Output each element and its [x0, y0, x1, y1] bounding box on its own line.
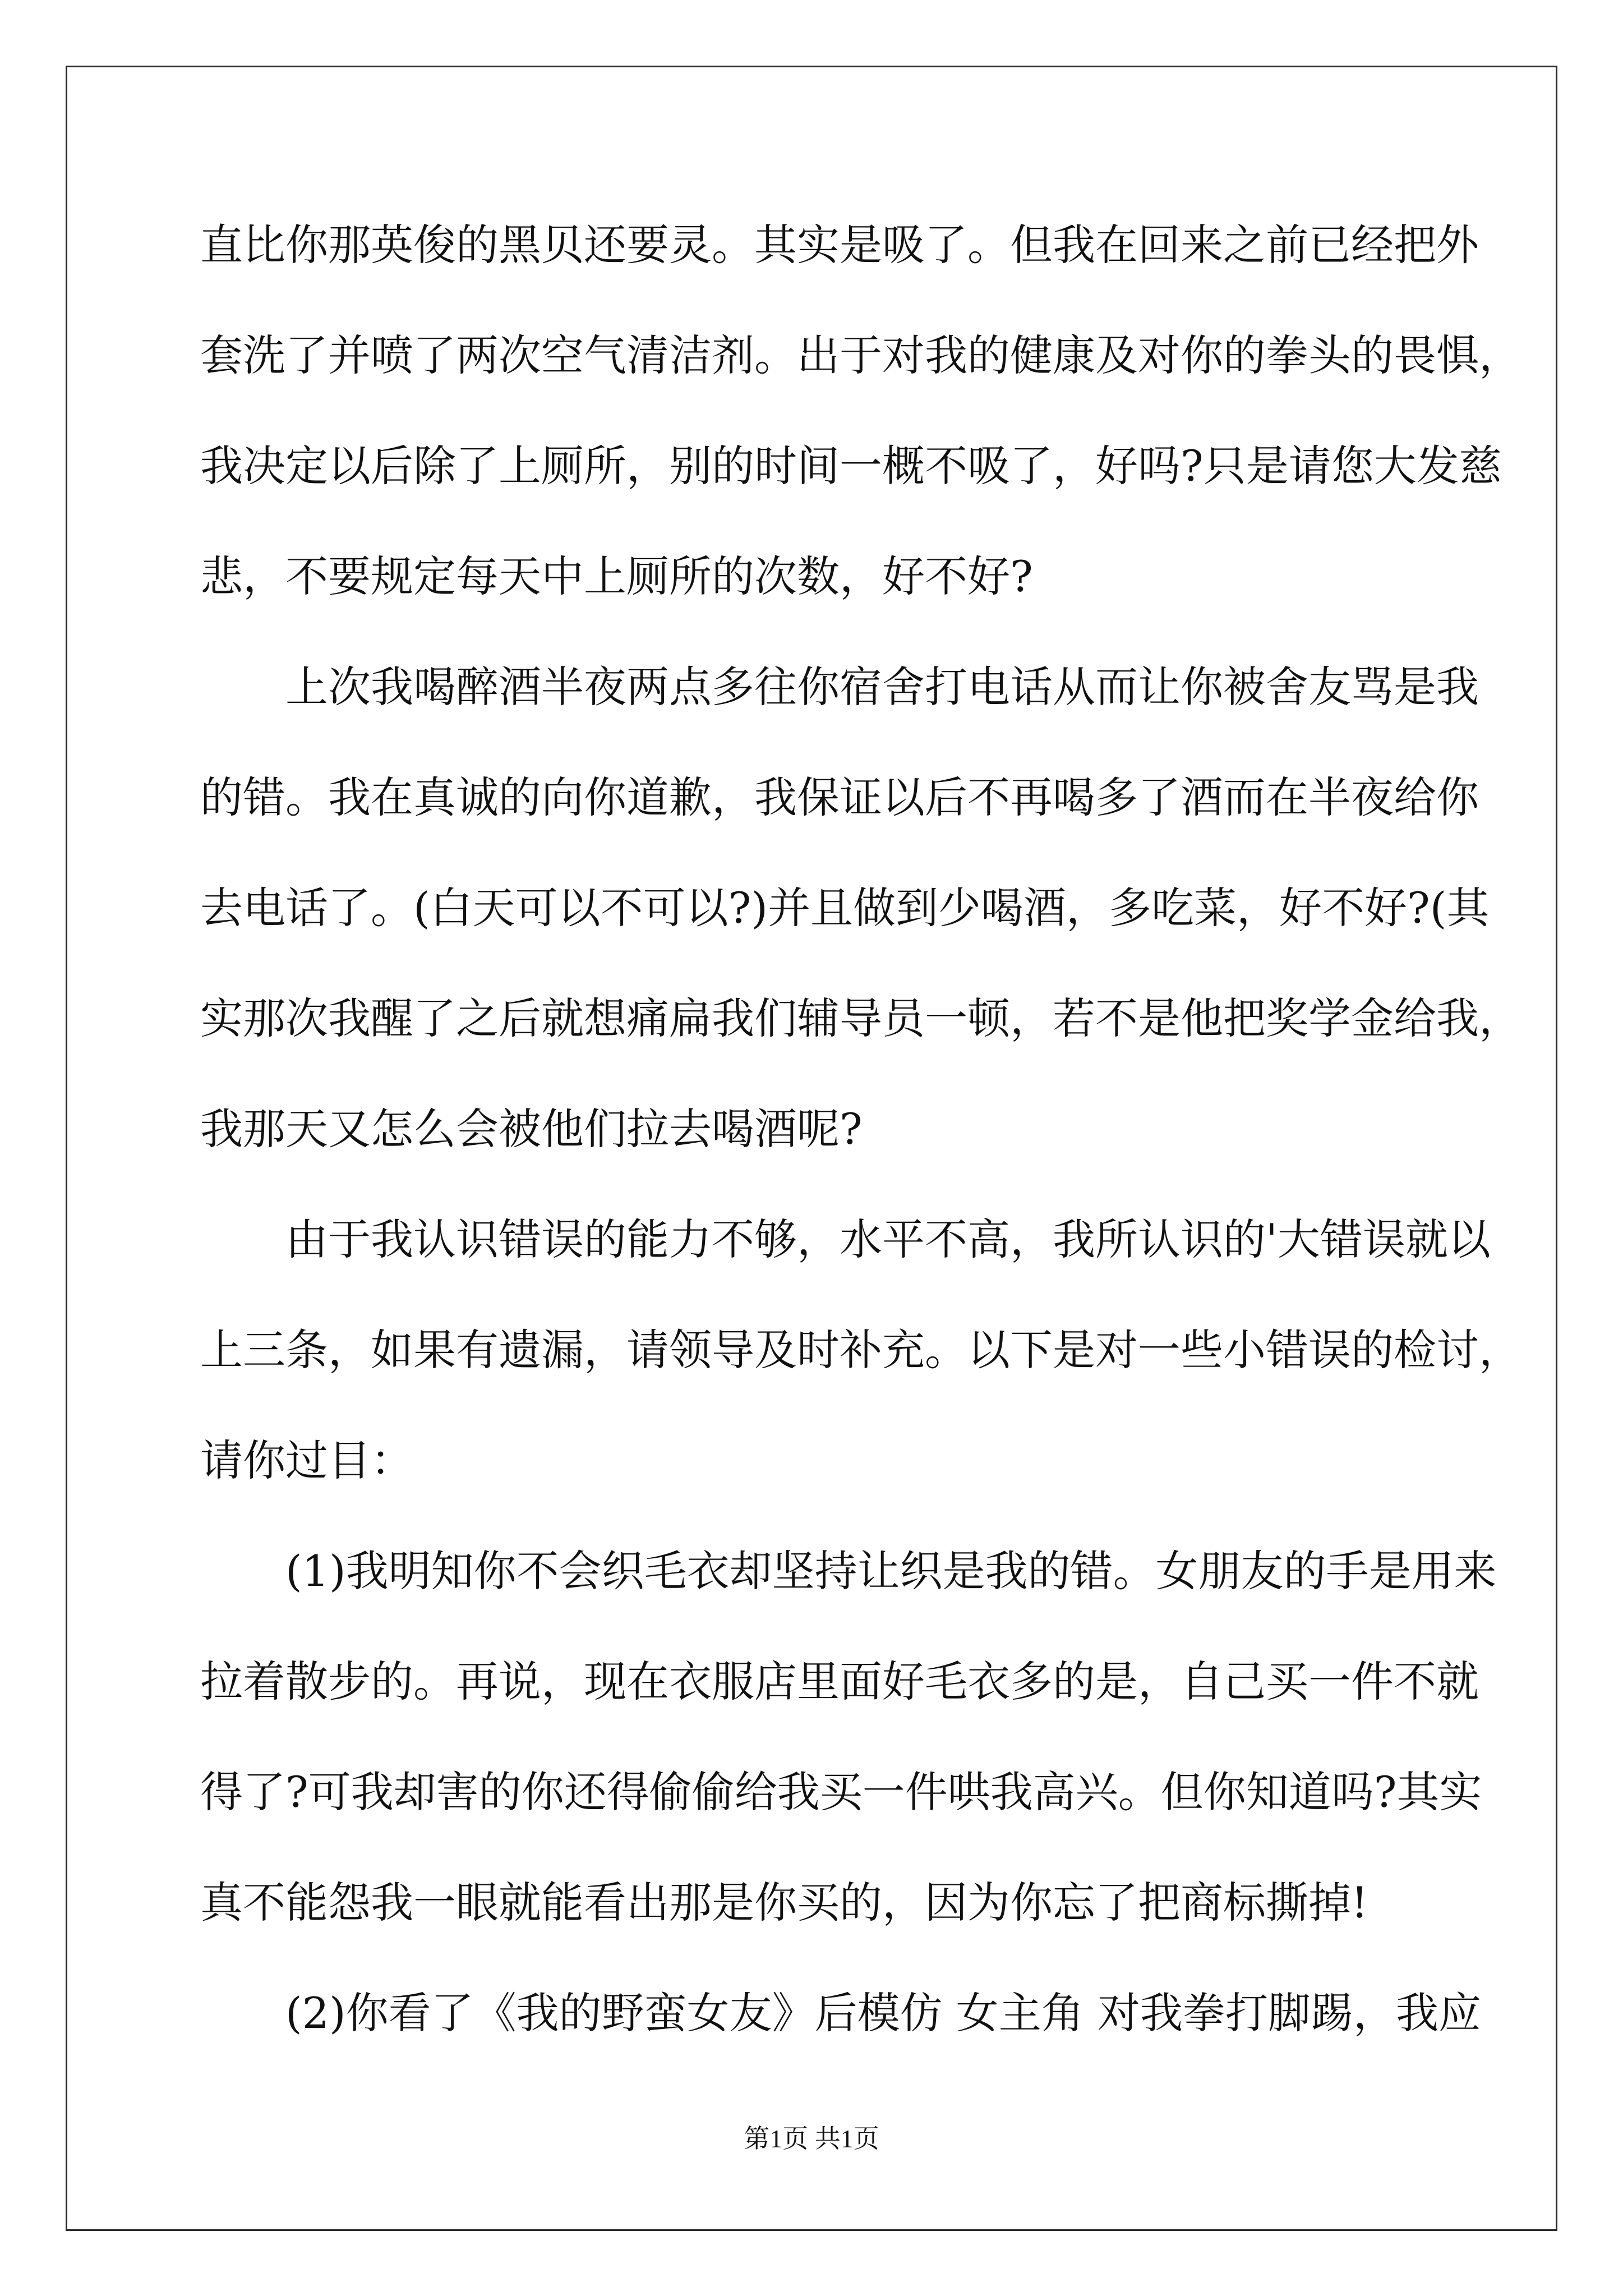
- paragraph-start-line: (1)我明知你不会织毛衣却坚持让织是我的错。女朋友的手是用来: [285, 1546, 1497, 1596]
- text-line: 直比你那英俊的黑贝还要灵。其实是吸了。但我在回来之前已经把外: [200, 220, 1479, 270]
- text-line: 请你过目：: [200, 1435, 413, 1485]
- text-line: 悲，不要规定每天中上厕所的次数，好不好?: [200, 551, 1033, 601]
- text-line: 的错。我在真诚的向你道歉，我保证以后不再喝多了酒而在半夜给你: [200, 772, 1479, 822]
- text-line: 我那天又怎么会被他们拉去喝酒呢?: [200, 1104, 863, 1154]
- text-line: 我决定以后除了上厕所，别的时间一概不吸了，好吗?只是请您大发慈: [200, 441, 1502, 491]
- paragraph-start-line: (2)你看了《我的野蛮女友》后模仿 女主角 对我拳打脚踢，我应: [285, 1988, 1481, 2038]
- text-line: 去电话了。(白天可以不可以?)并且做到少喝酒，多吃菜，好不好?(其: [200, 883, 1490, 933]
- text-line: 实那次我醒了之后就想痛扁我们辅导员一顿，若不是他把奖学金给我，: [200, 993, 1521, 1043]
- text-line: 套洗了并喷了两次空气清洁剂。出于对我的健康及对你的拳头的畏惧，: [200, 330, 1521, 380]
- paragraph-start-line: 由于我认识错误的能力不够，水平不高，我所认识的'大错误就以: [285, 1214, 1491, 1264]
- text-line: 真不能怨我一眼就能看出那是你买的，因为你忘了把商标撕掉!: [200, 1878, 1368, 1927]
- paragraph-start-line: 上次我喝醉酒半夜两点多往你宿舍打电话从而让你被舍友骂是我: [285, 662, 1479, 712]
- text-line: 上三条，如果有遗漏，请领导及时补充。以下是对一些小错误的检讨，: [200, 1325, 1521, 1375]
- page-number-footer: 第1页 共1页: [744, 2124, 879, 2153]
- document-body: [200, 190, 1521, 2068]
- text-line: 拉着散步的。再说，现在衣服店里面好毛衣多的是，自己买一件不就: [200, 1657, 1479, 1706]
- text-line: 得了?可我却害的你还得偷偷给我买一件哄我高兴。但你知道吗?其实: [200, 1767, 1482, 1817]
